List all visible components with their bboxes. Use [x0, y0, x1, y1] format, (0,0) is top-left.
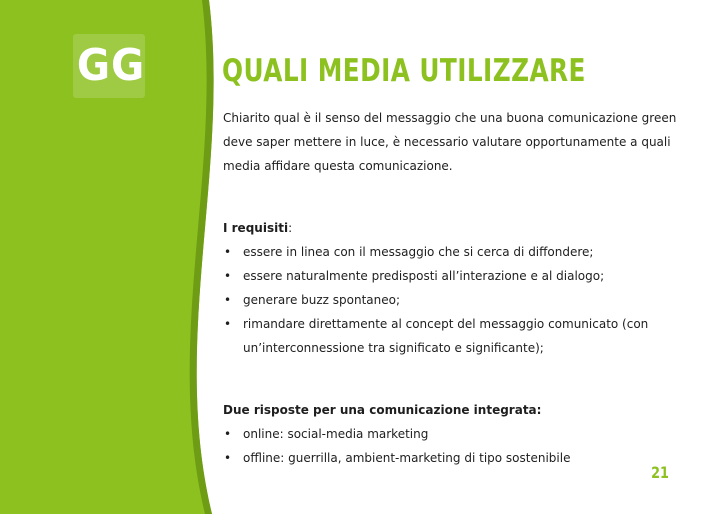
bullet-glyph: • — [224, 293, 232, 307]
requisiti-heading-colon: : — [288, 221, 293, 235]
list-item — [223, 288, 693, 312]
spacer — [223, 178, 693, 216]
risposte-heading-label: Due risposte per una comunicazione integrata: — [223, 403, 542, 417]
page-number: 21 — [651, 463, 669, 482]
list-item — [223, 312, 693, 360]
bullet-glyph: • — [224, 269, 232, 283]
list-item-text: offline: guerrilla, ambient-marketing di tipo sostenibile — [243, 451, 571, 465]
requisiti-heading-label: I requisiti — [223, 221, 289, 235]
bullet-glyph: • — [224, 451, 232, 465]
slide-title: QUALI MEDIA UTILIZZARE — [222, 53, 586, 89]
list-item-text: essere naturalmente predisposti all’interazione e al dialogo; — [243, 269, 605, 283]
bullet-glyph: • — [224, 317, 232, 331]
list-item-text: generare buzz spontaneo; — [243, 293, 401, 307]
list-item — [223, 446, 693, 470]
bullet-glyph: • — [224, 427, 232, 441]
list-item-text: online: social-media marketing — [243, 427, 429, 441]
slide-body — [223, 106, 693, 470]
list-item — [223, 264, 693, 288]
brand-logo-text: GG — [76, 40, 146, 91]
risposte-heading — [223, 398, 693, 422]
spacer — [223, 360, 693, 398]
list-item — [223, 422, 693, 446]
requisiti-heading — [223, 216, 693, 240]
requisiti-list — [223, 240, 693, 360]
intro-paragraph: Chiarito qual è il senso del messaggio che una buona comunicazione green deve saper mettere in luce, è necessario valutare opportunamente a quali media affidare questa comunicazione. — [223, 111, 677, 173]
list-item-text: rimandare direttamente al concept del messaggio comunicato (con un’interconnessione tra significato e significante); — [243, 317, 649, 355]
list-item — [223, 240, 693, 264]
bullet-glyph: • — [224, 245, 232, 259]
risposte-list — [223, 422, 693, 470]
list-item-text: essere in linea con il messaggio che si cerca di diffondere; — [243, 245, 594, 259]
